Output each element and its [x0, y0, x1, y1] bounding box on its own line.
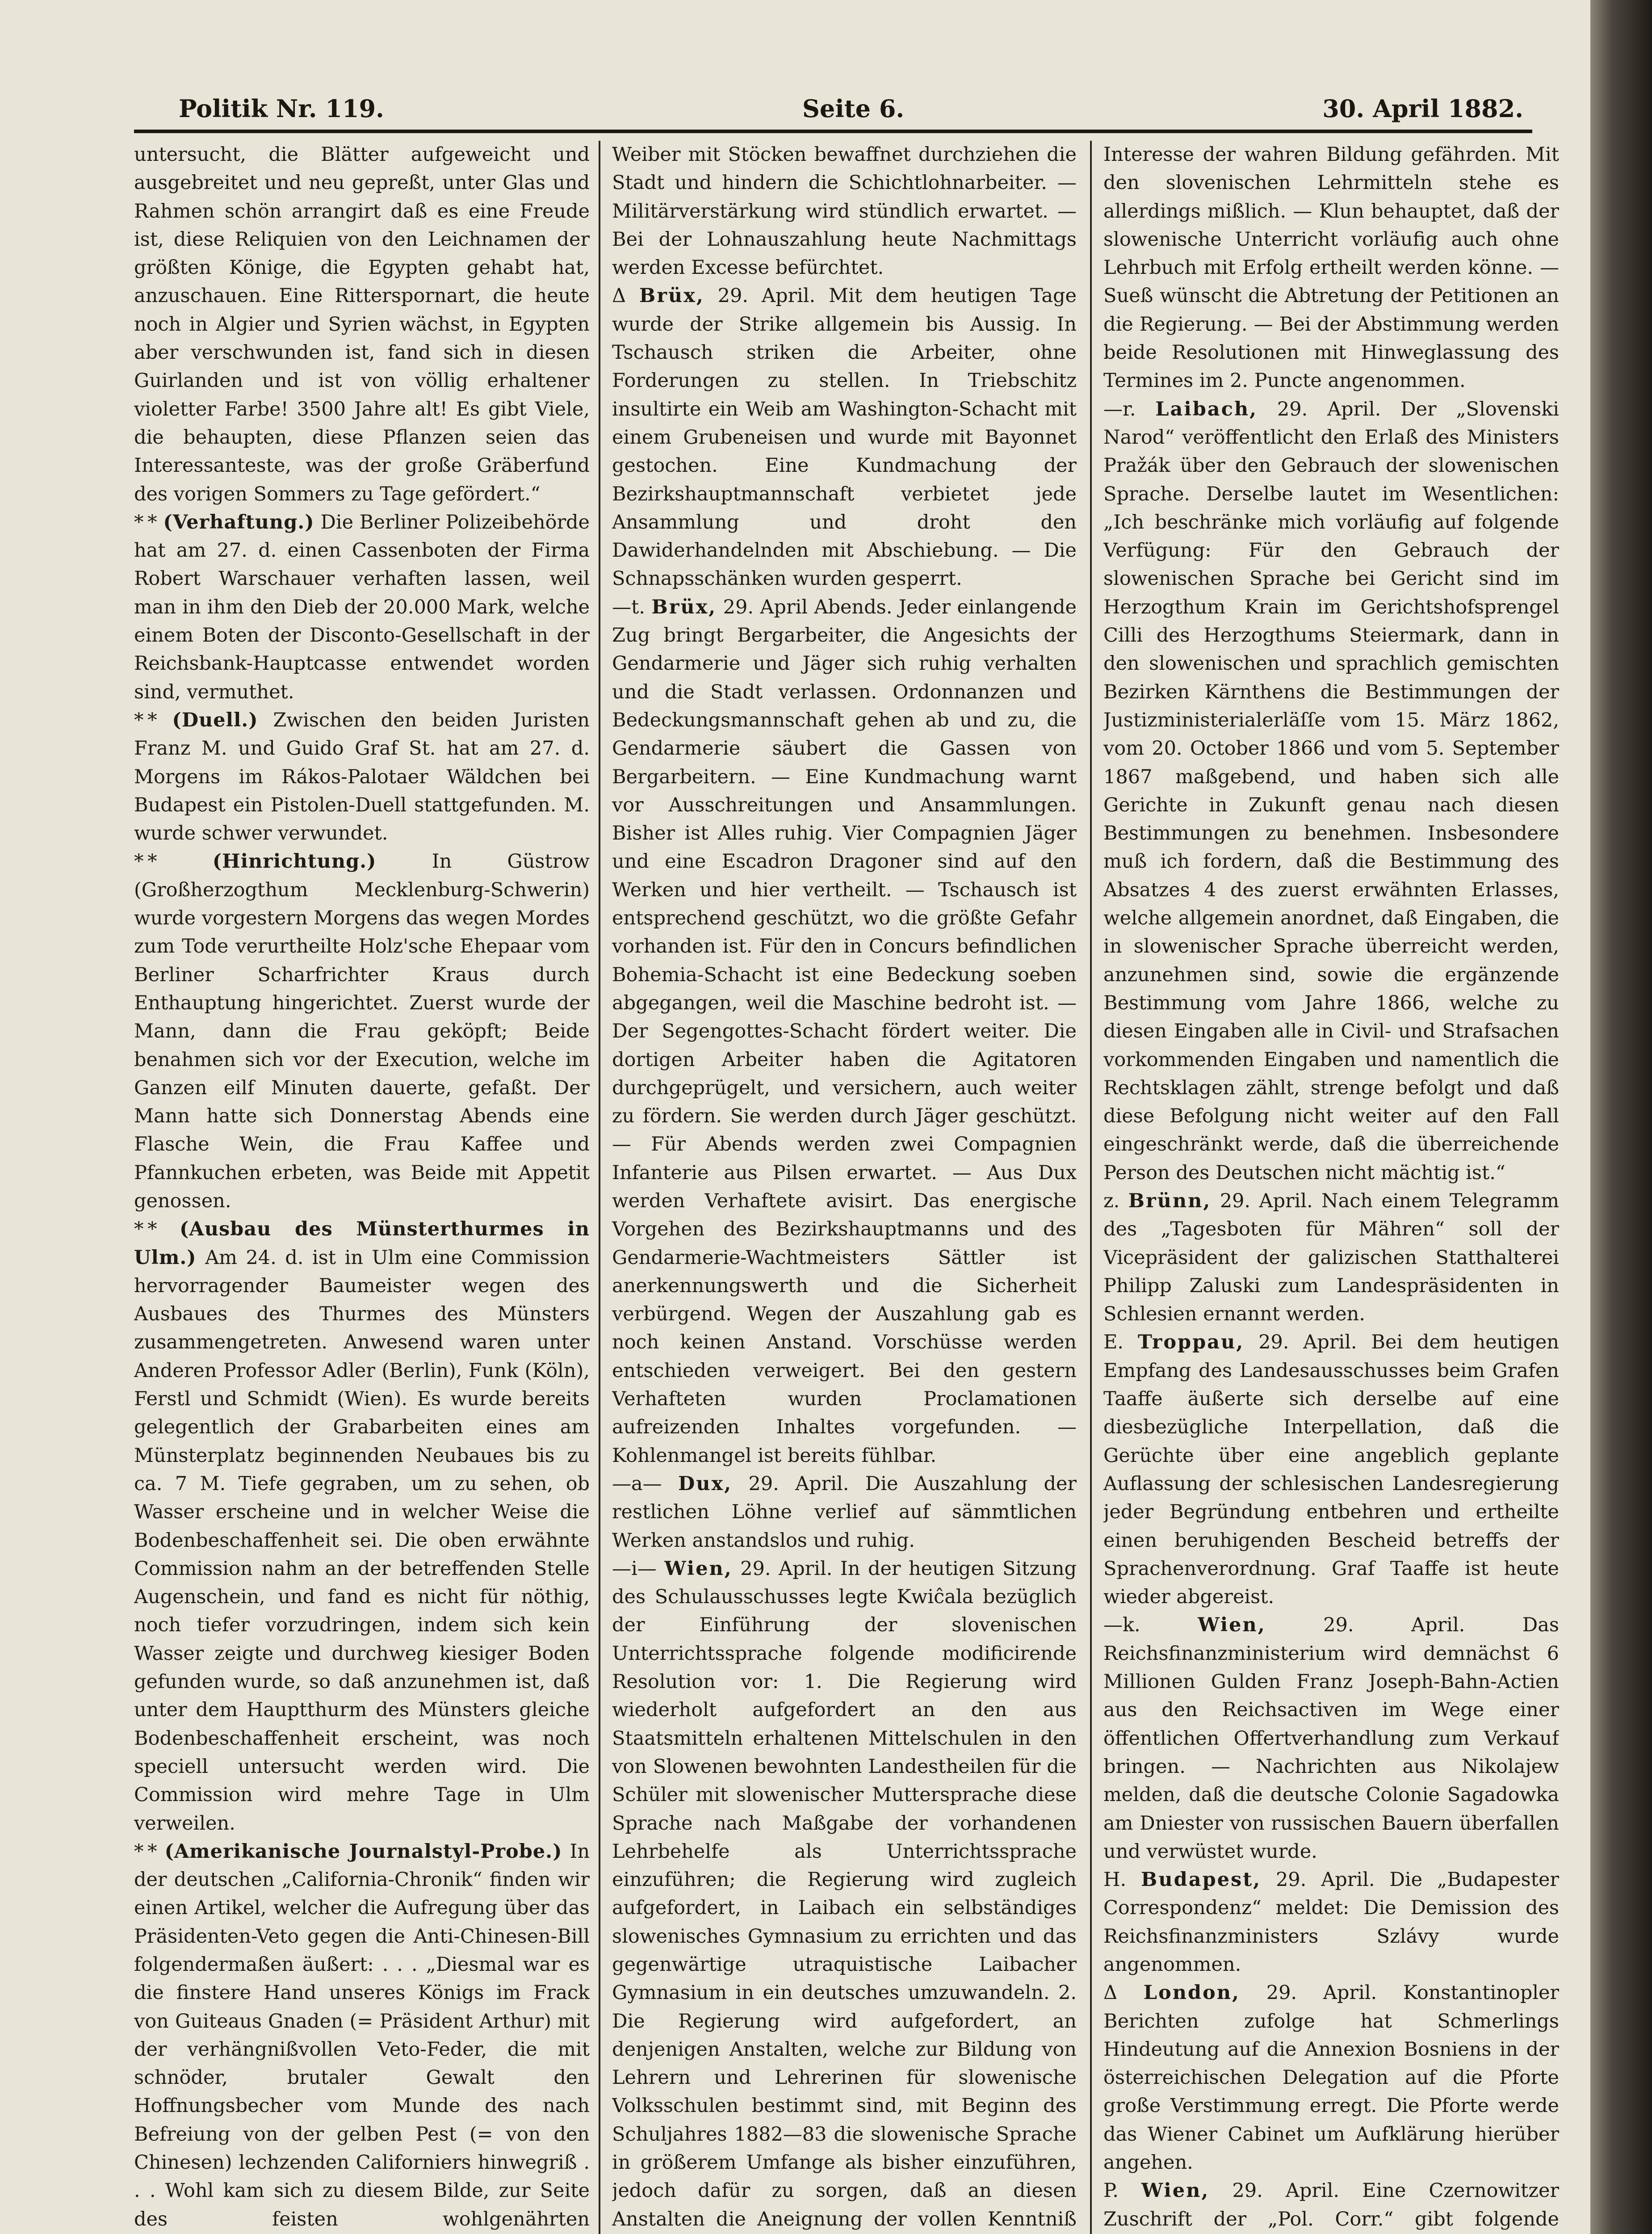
telegram-text: Weiber mit Stöcken bewaffnet durchziehen die Stadt und hindern die Schichtlohnarbeiter. — Militärverstärkung wird stündlich erwartet. — Bei der Lohnauszahlung heute Nachmittags werden Excesse befürchtet. — [612, 143, 1077, 279]
item-title: (Verhaftung.) — [163, 511, 314, 533]
telegram-text: 29. April. Eine Czernowitzer Zuschrift der „Pol. Corr.“ gibt folgende — [1103, 2179, 1559, 2230]
telegram-item: Δ London, 29. April. Konstantinopler Berichten zufolge hat Schmerlings Hindeutung auf die Annexion Bosniens in der österreichischen Delegation auf die Pforte große Verstimmung erregt. Die Pforte werde das Wiener Cabinet um Aufklärung hierüber angehen. — [1103, 1982, 1559, 2174]
item-title: (Ausbau des Münsterthurmes in Ulm.) — [134, 1218, 590, 1269]
page-header — [179, 83, 1523, 123]
telegram-place: Dux, — [678, 1472, 733, 1495]
telegram-item: Δ Brüx, 29. April. Mit dem heutigen Tage wurde der Strike allgemein bis Aussig. In Tschausch striken die Arbeiter, ohne Forderungen zu stellen. In Triebschitz insultirte ein Weib am Washington-Schacht mit einem Grubeneisen und wurde mit Bayonnet gestochen. Eine Kundmachung der Bezirkshauptmannschaft verbietet jede Ansammlung und droht den Dawiderhandelnden mit Abschiebung. — Die Schnapsschänken wurden gesperrt. — [612, 285, 1077, 590]
telegram-item: P. Wien, 29. April. Eine Czernowitzer Zuschrift der „Pol. Corr.“ gibt folgende — [1103, 2177, 1559, 2234]
telegram-item: E. Troppau, 29. April. Bei dem heutigen Empfang des Landesausschusses beim Grafen Taaffe äußerte sich derselbe auf eine diesbezügliche Interpellation, daß die Gerüchte über eine angeblich geplante Auflassung der schlesischen Landesregierung jeder Begründung entbehren und ertheilte einen beruhigenden Bescheid betreffs der Sprachenverordnung. Graf Taaffe ist heute wieder abgereist. — [1103, 1331, 1559, 1608]
telegram-place: Troppau, — [1137, 1331, 1245, 1354]
header-rule — [134, 130, 1532, 133]
telegram-text: 29. April. Bei dem heutigen Empfang des Landesausschusses beim Grafen Taaffe äußerte sich derselbe auf eine diesbezügliche Interpellation, daß die Gerüchte über eine angeblich geplante Auflassung der schlesischen Landesregierung jeder Begründung entbehren und ertheilte einen beruhigenden Bescheid betreffs der Sprachenverordnung. Graf Taaffe ist heute wieder abgereist. — [1103, 1331, 1559, 1608]
telegram-place: Wien, — [1141, 2179, 1210, 2202]
news-item: * * (Duell.) Zwischen den beiden Juristen Franz M. und Guido Graf St. hat am 27. d. Morgens im Rákos-Palotaer Wäldchen bei Budapest ein Pistolen-Duell stattgefunden. M. wurde schwer verwundet. — [134, 709, 590, 845]
news-item: * * (Verhaftung.) Die Berliner Polizeibehörde hat am 27. d. einen Cassenboten der Firma Robert Warschauer verhaften lassen, weil man in ihm den Dieb der 20.000 Mark, welche einem Boten der Disconto-Gesellschaft in der Reichsbank-Hauptcasse entwendet worden sind, vermuthet. — [134, 511, 590, 703]
telegram-place: Laibach, — [1155, 398, 1258, 420]
item-text: Die Berliner Polizeibehörde hat am 27. d. einen Cassenboten der Firma Robert Warschauer verhaften lassen, weil man in ihm den Dieb der 20.000 Mark, welche einem Boten der Disconto-Gesellschaft in der Reichsbank-Hauptcasse entwendet worden sind, vermuthet. — [134, 511, 590, 703]
telegram-place: Wien, — [1198, 1614, 1266, 1637]
telegram-place: Budapest, — [1141, 1869, 1262, 1891]
news-item: * * (Hinrichtung.) In Güstrow (Großherzogthum Mecklenburg-Schwerin) wurde vorgestern Morgens das wegen Mordes zum Tode verurtheilte Holz'sche Ehepaar vom Berliner Scharfrichter Kraus durch Enthauptung hingerichtet. Zuerst wurde der Mann, dann die Frau geköpft; Beide benahmen sich vor der Execution, welche im Ganzen eilf Minuten dauerte, gefaßt. Der Mann hatte sich Donnerstag Abends eine Flasche Wein, die Frau Kaffee und Pfannkuchen erbeten, was Beide mit Appetit genossen. — [134, 850, 590, 1212]
telegram-text: 29. April. Die Auszahlung der restlichen Löhne verlief auf sämmtlichen Werken anstandslos und ruhig. — [612, 1472, 1077, 1552]
telegram-text: 29. April. Nach einem Telegramm des „Tagesboten für Mähren“ soll der Vicepräsident der galizischen Statthalterei Philipp Zaluski zum Landespräsidenten in Schlesien ernannt werden. — [1103, 1189, 1559, 1326]
column-3 — [1103, 141, 1559, 2234]
telegram-item: —t. Brüx, 29. April Abends. Jeder einlangende Zug bringt Bergarbeiter, die Angesichts der Gendarmerie und Jäger sich ruhig verhalten und die Stadt verlassen. Ordonnanzen und Bedeckungsmannschaft gehen ab und zu, die Gendarmerie säubert die Gassen von Bergarbeitern. — Eine Kundmachung warnt vor Ausschreitungen und Ansammlungen. Bisher ist Alles ruhig. Vier Compagnien Jäger und eine Escadron Dragoner sind auf den Werken und hier vertheilt. — Tschausch ist entsprechend geschützt, wo die größte Gefahr vorhanden ist. Für den in Concurs befindlichen Bohemia-Schacht ist eine Bedeckung soeben abgegangen, weil die Maschine bedroht ist. — Der Segengottes-Schacht fördert weiter. Die dortigen Arbeiter haben die Agitatoren durchgeprügelt, und versichern, auch weiter zu fördern. Sie werden durch Jäger geschützt. — Für Abends werden zwei Compagnien Infanterie aus Pilsen erwartet. — Aus Dux werden Verhaftete avisirt. Das energische Vorgehen des Bezirkshauptmanns und des Gendarmerie-Wachtmeisters Sättler ist anerkennungswerth und die Sicherheit verbürgend. Wegen der Auszahlung gab es noch keinen Anstand. Vorschüsse werden entschieden verweigert. Bei den gestern Verhafteten wurden Proclamationen aufreizenden Inhaltes vorgefunden. — Kohlenmangel ist bereits fühlbar. — [612, 596, 1077, 1467]
telegram-item: z. Brünn, 29. April. Nach einem Telegramm des „Tagesboten für Mähren“ soll der Vicepräsident der galizischen Statthalterei Philipp Zaluski zum Landespräsidenten in Schlesien ernannt werden. — [1103, 1189, 1559, 1326]
telegram-text: 29. April. Mit dem heutigen Tage wurde der Strike allgemein bis Aussig. In Tschausch striken die Arbeiter, ohne Forderungen zu stellen. In Triebschitz insultirte ein Weib am Washington-Schacht mit einem Grubeneisen und wurde mit Bayonnet gestochen. Eine Kundmachung der Bezirkshauptmannschaft verbietet jede Ansammlung und droht den Dawiderhandelnden mit Abschiebung. — Die Schnapsschänken wurden gesperrt. — [612, 285, 1077, 590]
telegram-item: —i— Wien, 29. April. In der heutigen Sitzung des Schulausschusses legte Kwiĉala bezüglich der Einführung der slovenischen Unterrichtssprache folgende modificirende Resolution vor: 1. Die Regierung wird wiederholt aufgefordert an den aus Staatsmitteln erhaltenen Mittelschulen in den von Slowenen bewohnten Landestheilen für die Schüler mit slowenischer Muttersprache diese Sprache nach Maßgabe der vorhandenen Lehrbehelfe als Unterrichtssprache einzuführen; die Regierung wird zugleich aufgefordert, in Laibach ein selbständiges slowenisches Gymnasium zu errichten und das gegenwärtige utraquistische Laibacher Gymnasium in ein deutsches umzuwandeln. 2. Die Regierung wird aufgefordert, an denjenigen Anstalten, welche zur Bildung von Lehrern und Lehrerinen für slowenische Volksschulen bestimmt sind, mit Beginn des Schuljahres 1882—83 die slowenische Sprache in größerem Umfange als bisher einzuführen, jedoch dafür zu sorgen, daß an diesen Anstalten die Aneignung der vollen Kenntniß — [612, 1555, 1077, 2234]
scan-edge — [1590, 0, 1652, 2234]
item-text: In Güstrow (Großherzogthum Mecklenburg-Schwerin) wurde vorgestern Morgens das wegen Mordes zum Tode verurtheilte Holz'sche Ehepaar vom Berliner Scharfrichter Kraus durch Enthauptung hingerichtet. Zuerst wurde der Mann, dann die Frau geköpft; Beide benahmen sich vor der Execution, welche im Ganzen eilf Minuten dauerte, gefaßt. Der Mann hatte sich Donnerstag Abends eine Flasche Wein, die Frau Kaffee und Pfannkuchen erbeten, was Beide mit Appetit genossen. — [134, 850, 590, 1212]
column-separator — [1090, 141, 1092, 2234]
telegram-place: London, — [1143, 1982, 1240, 2004]
issue-date: 30. April 1882. — [1322, 94, 1523, 123]
news-item: * * (Amerikanische Journalstyl-Probe.) In der deutschen „California-Chronik“ finden wir einen Artikel, welcher die Aufregung über das Präsidenten-Veto gegen die Anti-Chinesen-Bill folgendermaßen äußert: . . . „Diesmal war es die finstere Hand unseres Königs im Frack von Guiteaus Gnaden (= Präsident Arthur) mit der verhängnißvollen Veto-Feder, die mit schnöder, brutaler Gewalt den Hoffnungsbecher vom Munde des nach Befreiung von der gelben Pest (= von den Chinesen) lechzenden Californiers hinwegriß . . . Wohl kam sich zu diesem Bilde, zur Seite des feisten wohlgenährten — [134, 1838, 590, 2234]
page-number: Seite 6. — [802, 94, 905, 123]
telegram-place: Brünn, — [1128, 1189, 1212, 1212]
item-text: Zwischen den beiden Juristen Franz M. und Guido Graf St. hat am 27. d. Morgens im Rákos-Palotaer Wäldchen bei Budapest ein Pistolen-Duell stattgefunden. M. wurde schwer verwundet. — [134, 709, 590, 845]
telegram-place: Brüx, — [651, 596, 717, 618]
telegram-item: —k. Wien, 29. April. Das Reichsfinanzministerium wird demnächst 6 Millionen Gulden Franz Joseph-Bahn-Actien aus den Reichsactiven im Wege einer öffentlichen Offertverhandlung zum Verkauf bringen. — Nachrichten aus Nikolajew melden, daß die deutsche Colonie Sagadowka am Dniester von russischen Bauern überfallen und verwüstet wurde. — [1103, 1614, 1559, 1863]
telegram-text: 29. April. Die „Budapester Correspondenz“ meldet: Die Demission des Reichsfinanzministers Szlávy wurde angenommen. — [1103, 1869, 1559, 1976]
telegram-text: 29. April. In der heutigen Sitzung des Schulausschusses legte Kwiĉala bezüglich der Einführung der slovenischen Unterrichtssprache folgende modificirende Resolution vor: 1. Die Regierung wird wiederholt aufgefordert an den aus Staatsmitteln erhaltenen Mittelschulen in den von Slowenen bewohnten Landestheilen für die Schüler mit slowenischer Muttersprache diese Sprache nach Maßgabe der vorhandenen Lehrbehelfe als Unterrichtssprache einzuführen; die Regierung wird zugleich aufgefordert, in Laibach ein selbständiges slowenisches Gymnasium zu errichten und das gegenwärtige utraquistische Laibacher Gymnasium in ein deutsches umzuwandeln. 2. Die Regierung wird aufgefordert, an denjenigen Anstalten, welche zur Bildung von Lehrern und Lehrerinen für slowenische Volksschulen bestimmt sind, mit Beginn des Schuljahres 1882—83 die slowenische Sprache in größerem Umfange als bisher einzuführen, jedoch dafür zu sorgen, daß an diesen Anstalten die Aneignung der vollen Kenntniß — [612, 1557, 1077, 2230]
telegram-item: —a— Dux, 29. April. Die Auszahlung der restlichen Löhne verlief auf sämmtlichen Werken anstandslos und ruhig. — [612, 1472, 1077, 1552]
telegram-text: Interesse der wahren Bildung gefährden. Mit den slovenischen Lehrmitteln stehe es allerdings mißlich. — Klun behauptet, daß der slowenische Unterricht vorläufig auch ohne Lehrbuch mit Erfolg ertheilt werden könne. — Sueß wünscht die Abtretung der Petitionen an die Regierung. — Bei der Abstimmung werden beide Resolutionen mit Hinweglassung des Termines im 2. Puncte angenommen. — [1103, 143, 1559, 392]
item-title: (Duell.) — [172, 709, 258, 731]
telegram-item: —r. Laibach, 29. April. Der „Slovenski Narod“ veröffentlicht den Erlaß des Ministers Pražák über den Gebrauch der slowenischen Sprache. Derselbe lautet im Wesentlichen: „Ich beschränke mich vorläufig auf folgende Verfügung: Für den Gebrauch der slowenischen Sprache bei Gericht sind im Herzogthum Krain im Gerichtshofsprengel Cilli des Herzogthums Steiermark, dann in den slowenischen und sprachlich gemischten Bezirken Kärnthens die Bestimmungen der Justizministerialerläſſe vom 15. März 1862, vom 20. October 1866 und vom 5. September 1867 maßgebend, und haben sich alle Gerichte in Zukunft genau nach diesen Bestimmungen zu benehmen. Insbesondere muß ich fordern, daß die Bestimmung des Absatzes 4 des zuerst erwähnten Erlasses, welche allgemein anordnet, daß Eingaben, die in slowenischer Sprache überreicht werden, anzunehmen sind, sowie die ergänzende Bestimmung vom Jahre 1866, welche zu diesen Eingaben alle in Civil- und Strafsachen vorkommenden Eingaben und namentlich die Rechtsklagen zählt, strenge befolgt und daß diese Befolgung nicht weiter auf den Fall eingeschränkt werde, daß die überreichende Person des Deutschen nicht mächtig ist.“ — [1103, 398, 1559, 1184]
column-separator — [599, 141, 600, 2234]
telegram-text: 29. April Abends. Jeder einlangende Zug bringt Bergarbeiter, die Angesichts der Gendarmerie und Jäger sich ruhig verhalten und die Stadt verlassen. Ordonnanzen und Bedeckungsmannschaft gehen ab und zu, die Gendarmerie säubert die Gassen von Bergarbeitern. — Eine Kundmachung warnt vor Ausschreitungen und Ansammlungen. Bisher ist Alles ruhig. Vier Compagnien Jäger und eine Escadron Dragoner sind auf den Werken und hier vertheilt. — Tschausch ist entsprechend geschützt, wo die größte Gefahr vorhanden ist. Für den in Concurs befindlichen Bohemia-Schacht ist eine Bedeckung soeben abgegangen, weil die Maschine bedroht ist. — Der Segengottes-Schacht fördert weiter. Die dortigen Arbeiter haben die Agitatoren durchgeprügelt, und versichern, auch weiter zu fördern. Sie werden durch Jäger geschützt. — Für Abends werden zwei Compagnien Infanterie aus Pilsen erwartet. — Aus Dux werden Verhaftete avisirt. Das energische Vorgehen des Bezirkshauptmanns und des Gendarmerie-Wachtmeisters Sättler ist anerkennungswerth und die Sicherheit verbürgend. Wegen der Auszahlung gab es noch keinen Anstand. Vorschüsse werden entschieden verweigert. Bei den gestern Verhafteten wurden Proclamationen aufreizenden Inhaltes vorgefunden. — Kohlenmangel ist bereits fühlbar. — [612, 596, 1077, 1467]
telegram-text: 29. April. Das Reichsfinanzministerium wird demnächst 6 Millionen Gulden Franz Joseph-Bahn-Actien aus den Reichsactiven im Wege einer öffentlichen Offertverhandlung zum Verkauf bringen. — Nachrichten aus Nikolajew melden, daß die deutsche Colonie Sagadowka am Dniester von russischen Bauern überfallen und verwüstet wurde. — [1103, 1614, 1559, 1863]
telegram-item: H. Budapest, 29. April. Die „Budapester Correspondenz“ meldet: Die Demission des Reichsfinanzministers Szlávy wurde angenommen. — [1103, 1869, 1559, 1976]
item-title: (Amerikanische Journalstyl-Probe.) — [164, 1840, 562, 1863]
issue-number: Politik Nr. 119. — [179, 94, 384, 123]
item-title: (Hinrichtung.) — [212, 850, 377, 873]
article-text: untersucht, die Blätter aufgeweicht und ausgebreitet und neu gepreßt, unter Glas und Rahmen schön arrangirt daß es eine Freude ist, diese Reliquien von den Leichnamen der größten Könige, die Egypten gehabt hat, anzuschauen. Eine Ritterspornart, die heute noch in Algier und Syrien wächst, in Egypten aber verschwunden ist, fand sich in diesen Guirlanden und ist von völlig erhaltener violetter Farbe! 3500 Jahre alt! Es gibt Viele, die behaupten, diese Pflanzen seien das Interessanteste, was der große Gräberfund des vorigen Sommers zu Tage gefördert.“ — [134, 143, 590, 505]
telegram-place: Brüx, — [639, 285, 704, 307]
item-text: Am 24. d. ist in Ulm eine Commission hervorragender Baumeister wegen des Ausbaues des Thurmes des Münsters zusammengetreten. Anwesend waren unter Anderen Professor Adler (Berlin), Funk (Köln), Ferstl und Schmidt (Wien). Es wurde bereits gelegentlich der Grabarbeiten eines am Münsterplatz beginnenden Neubaues bis zu ca. 7 M. Tiefe gegraben, um zu sehen, ob Wasser erscheine und in welcher Weise die Bodenbeschaffenheit sei. Die oben erwähnte Commission nahm an der betreffenden Stelle Augenschein, und fand es nicht für nöthig, noch tiefer vorzudringen, indem sich kein Wasser zeigte und durchweg kiesiger Boden gefunden wurde, so daß anzunehmen ist, daß unter dem Hauptthurm des Münsters gleiche Bodenbeschaffenheit erscheint, was noch speciell untersucht werden wird. Die Commission wird mehre Tage in Ulm verweilen. — [134, 1246, 590, 1835]
telegram-text: 29. April. Der „Slovenski Narod“ veröffentlicht den Erlaß des Ministers Pražák über den Gebrauch der slowenischen Sprache. Derselbe lautet im Wesentlichen: „Ich beschränke mich vorläufig auf folgende Verfügung: Für den Gebrauch der slowenischen Sprache bei Gericht sind im Herzogthum Krain im Gerichtshofsprengel Cilli des Herzogthums Steiermark, dann in den slowenischen und sprachlich gemischten Bezirken Kärnthens die Bestimmungen der Justizministerialerläſſe vom 15. März 1862, vom 20. October 1866 und vom 5. September 1867 maßgebend, und haben sich alle Gerichte in Zukunft genau nach diesen Bestimmungen zu benehmen. Insbesondere muß ich fordern, daß die Bestimmung des Absatzes 4 des zuerst erwähnten Erlasses, welche allgemein anordnet, daß Eingaben, die in slowenischer Sprache überreicht werden, anzunehmen sind, sowie die ergänzende Bestimmung vom Jahre 1866, welche zu diesen Eingaben alle in Civil- und Strafsachen vorkommenden Eingaben und namentlich die Rechtsklagen zählt, strenge befolgt und daß diese Befolgung nicht weiter auf den Fall eingeschränkt werde, daß die überreichende Person des Deutschen nicht mächtig ist.“ — [1103, 398, 1559, 1184]
telegram-text: 29. April. Konstantinopler Berichten zufolge hat Schmerlings Hindeutung auf die Annexion Bosniens in der österreichischen Delegation auf die Pforte große Verstimmung erregt. Die Pforte werde das Wiener Cabinet um Aufklärung hierüber angehen. — [1103, 1982, 1559, 2174]
news-item: * * (Ausbau des Münsterthurmes in Ulm.) Am 24. d. ist in Ulm eine Commission hervorragender Baumeister wegen des Ausbaues des Thurmes des Münsters zusammengetreten. Anwesend waren unter Anderen Professor Adler (Berlin), Funk (Köln), Ferstl und Schmidt (Wien). Es wurde bereits gelegentlich der Grabarbeiten eines am Münsterplatz beginnenden Neubaues bis zu ca. 7 M. Tiefe gegraben, um zu sehen, ob Wasser erscheine und in welcher Weise die Bodenbeschaffenheit sei. Die oben erwähnte Commission nahm an der betreffenden Stelle Augenschein, und fand es nicht für nöthig, noch tiefer vorzudringen, indem sich kein Wasser zeigte und durchweg kiesiger Boden gefunden wurde, so daß anzunehmen ist, daß unter dem Hauptthurm des Münsters gleiche Bodenbeschaffenheit erscheint, was noch speciell untersucht werden wird. Die Commission wird mehre Tage in Ulm verweilen. — [134, 1218, 590, 1835]
column-2 — [612, 141, 1077, 2234]
item-text: In der deutschen „California-Chronik“ finden wir einen Artikel, welcher die Aufregung über das Präsidenten-Veto gegen die Anti-Chinesen-Bill folgendermaßen äußert: . . . „Diesmal war es die finstere Hand unseres Königs im Frack von Guiteaus Gnaden (= Präsident Arthur) mit der verhängnißvollen Veto-Feder, die mit schnöder, brutaler Gewalt den Hoffnungsbecher vom Munde des nach Befreiung von der gelben Pest (= von den Chinesen) lechzenden Californiers hinwegriß . . . Wohl kam sich zu diesem Bilde, zur Seite des feisten wohlgenährten — [134, 1840, 590, 2230]
column-1 — [134, 141, 590, 2234]
telegram-place: Wien, — [664, 1557, 733, 1580]
